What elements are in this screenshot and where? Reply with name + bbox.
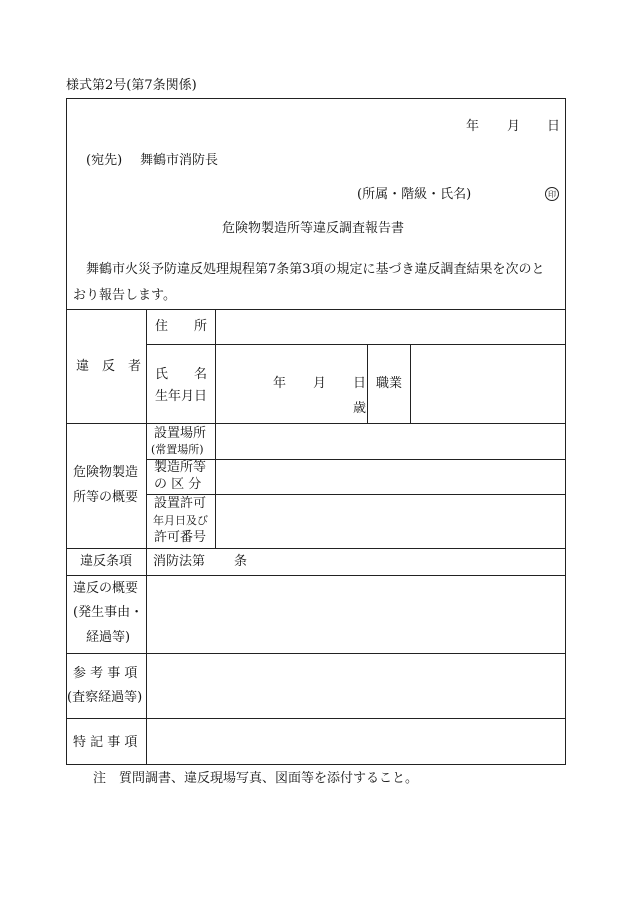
row-line-facility <box>66 423 566 424</box>
body-text-line2: おり報告します。 <box>73 288 176 303</box>
col-line-main <box>146 309 147 765</box>
date-year: 年 <box>466 119 480 134</box>
footnote: 注 質問調書、違反現場写真、図面等を添付すること。 <box>93 771 419 786</box>
row-line-permit <box>146 494 566 495</box>
birth-day: 日 <box>353 376 367 391</box>
date-month: 月 <box>507 119 521 134</box>
violation-summary-line1: 違反の概要 <box>73 581 139 596</box>
violation-clause-suffix: 条 <box>234 554 248 569</box>
row-line-category <box>146 459 566 460</box>
col-line-occupation-left <box>367 344 368 423</box>
row-line-clause <box>66 548 566 549</box>
violation-clause-prefix: 消防法第 <box>153 554 206 569</box>
violator-label: 違 反 者 <box>76 359 142 374</box>
addressee-prefix: (宛先) <box>86 153 123 168</box>
facility-label-line2: 所等の概要 <box>73 490 139 505</box>
document-title: 危険物製造所等違反調査報告書 <box>222 221 405 236</box>
row-line-reference <box>66 653 566 654</box>
body-text-line1: 舞鶴市火災予防違反処理規程第7条第3項の規定に基づき違反調査結果を次のと <box>86 262 545 277</box>
col-line-occupation-right <box>410 344 411 423</box>
addressee-name: 舞鶴市消防長 <box>140 153 219 168</box>
reference-line1: 参 考 事 項 <box>73 666 138 681</box>
violation-summary-line2: (発生事由・ <box>73 605 144 620</box>
row-line-address <box>146 344 566 345</box>
date-day: 日 <box>547 119 561 134</box>
row-line-summary <box>66 575 566 576</box>
row-line-special <box>66 718 566 719</box>
special-notes-label: 特 記 事 項 <box>73 735 138 750</box>
name-label: 氏 名 <box>155 367 208 382</box>
birth-month: 月 <box>313 376 327 391</box>
table-top-line <box>66 309 566 310</box>
violation-summary-line3: 経過等) <box>86 630 131 645</box>
category-label-line1: 製造所等 <box>154 460 207 475</box>
permit-label-line1: 設置許可 <box>154 496 207 511</box>
permit-label-line2: 年月日及び <box>153 514 208 527</box>
category-label-line2: の 区 分 <box>154 477 202 492</box>
permit-label-line3: 許可番号 <box>154 530 207 545</box>
location-note: (常置場所) <box>151 443 204 456</box>
reference-line2: (査察経過等) <box>67 690 143 705</box>
form-number: 様式第2号(第7条関係) <box>66 78 197 93</box>
occupation-label: 職業 <box>376 376 403 391</box>
age-unit: 歳 <box>353 401 367 416</box>
col-line-sub <box>215 309 216 548</box>
facility-label-line1: 危険物製造 <box>73 465 139 480</box>
birth-year: 年 <box>273 376 287 391</box>
reporter-label: (所属・階級・氏名) <box>357 187 472 202</box>
seal-mark: 印 <box>545 187 559 201</box>
report-form-frame <box>66 98 566 765</box>
address-label: 住 所 <box>155 319 208 334</box>
location-label: 設置場所 <box>154 426 207 441</box>
violation-clause-label: 違反条項 <box>80 554 133 569</box>
birthdate-label: 生年月日 <box>155 389 208 404</box>
